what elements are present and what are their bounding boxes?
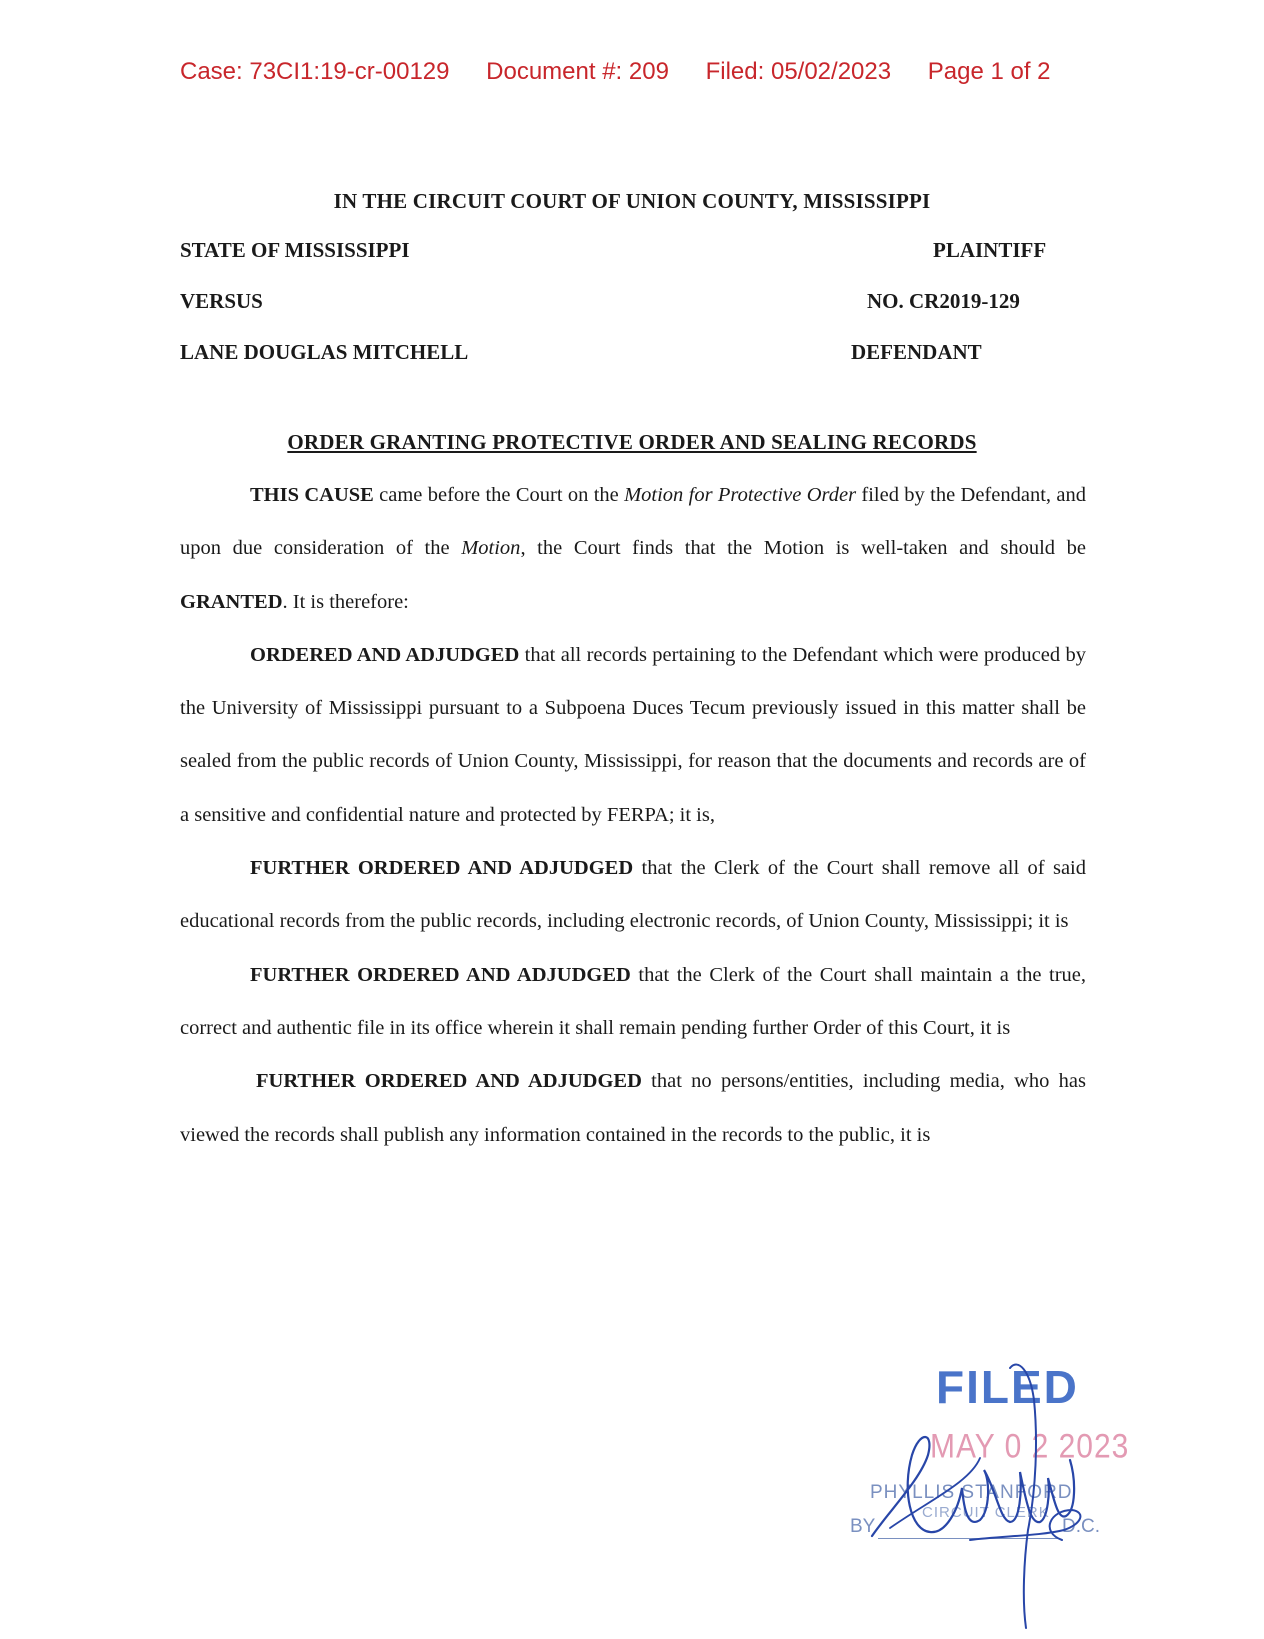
paragraph-further-maintain: FURTHER ORDERED AND ADJUDGED that the Clerk of the Court shall maintain a the true, correct and authentic file in its office wherein it shall remain pending further Order of this Court, it is bbox=[180, 963, 1087, 1039]
clerk-name: PHYLLIS STANFORD bbox=[870, 1482, 1073, 1503]
order-title: ORDER GRANTING PROTECTIVE ORDER AND SEALING RECORDS bbox=[287, 430, 977, 454]
case-number: NO. CR2019-129 bbox=[867, 289, 1020, 313]
clerk-title: CIRCUIT CLERK bbox=[922, 1504, 1050, 1521]
paragraph-lead: THIS CAUSE bbox=[250, 484, 374, 506]
by-label: BY bbox=[850, 1516, 876, 1537]
filed-stamp-date: MAY 0 2 2023 bbox=[930, 1427, 1130, 1466]
handwritten-signature bbox=[850, 1360, 1150, 1630]
versus-label: VERSUS bbox=[180, 289, 263, 313]
motion-title: Motion for Protective Order bbox=[624, 484, 857, 506]
paragraph-further-publish: FURTHER ORDERED AND ADJUDGED that no persons/entities, including media, who has viewed the records shall publish any information contained in the records to the public, it is bbox=[180, 1070, 1086, 1146]
paragraph-lead: FURTHER ORDERED AND ADJUDGED bbox=[250, 963, 631, 986]
plaintiff-role: PLAINTIFF bbox=[933, 238, 1047, 262]
page-indicator: Page 1 of 2 bbox=[927, 58, 1051, 85]
paragraph-lead: FURTHER ORDERED AND ADJUDGED bbox=[256, 1070, 642, 1093]
dc-label: D.C. bbox=[1062, 1516, 1100, 1537]
filing-header bbox=[180, 58, 1081, 86]
motion-ref: Motion bbox=[461, 537, 521, 560]
filed-stamp bbox=[850, 1360, 1150, 1630]
paragraph-lead: FURTHER ORDERED AND ADJUDGED bbox=[250, 857, 634, 880]
paragraph-further-remove: FURTHER ORDERED AND ADJUDGED that the Clerk of the Court shall remove all of said educational records from the public records, including electronic records, of Union County, Mississippi; it is bbox=[180, 857, 1086, 933]
paragraph-this-cause: THIS CAUSE came before the Court on the Motion for Protective Order filed by the Defendant, and upon due consideration of the Motion, the Court finds that the Motion is well-taken and should be GRANTED. It is therefore: bbox=[180, 484, 1086, 613]
paragraph-lead: ORDERED AND ADJUDGED bbox=[250, 643, 520, 666]
document-number-header: Document #: 209 bbox=[486, 58, 669, 85]
paragraph-ordered: ORDERED AND ADJUDGED that all records pertaining to the Defendant which were produced by the University of Mississippi pursuant to a Subpoena Duces Tecum previously issued in this matter shall be sealed from the public records of Union County, Mississippi, for reason that the documents and records are of a sensitive and confidential nature and protected by FERPA; it is, bbox=[180, 643, 1086, 826]
plaintiff-name: STATE OF MISSISSIPPI bbox=[180, 238, 410, 262]
filed-date-header: Filed: 05/02/2023 bbox=[705, 58, 892, 85]
defendant-role: DEFENDANT bbox=[851, 340, 982, 364]
case-number-header: Case: 73CI1:19-cr-00129 bbox=[180, 58, 450, 85]
defendant-name: LANE DOUGLAS MITCHELL bbox=[180, 340, 469, 364]
granted-label: GRANTED bbox=[180, 590, 283, 613]
court-title: IN THE CIRCUIT COURT OF UNION COUNTY, MISSISSIPPI bbox=[333, 189, 931, 213]
order-body bbox=[180, 469, 1086, 1162]
filed-word: FILED bbox=[936, 1361, 1079, 1413]
